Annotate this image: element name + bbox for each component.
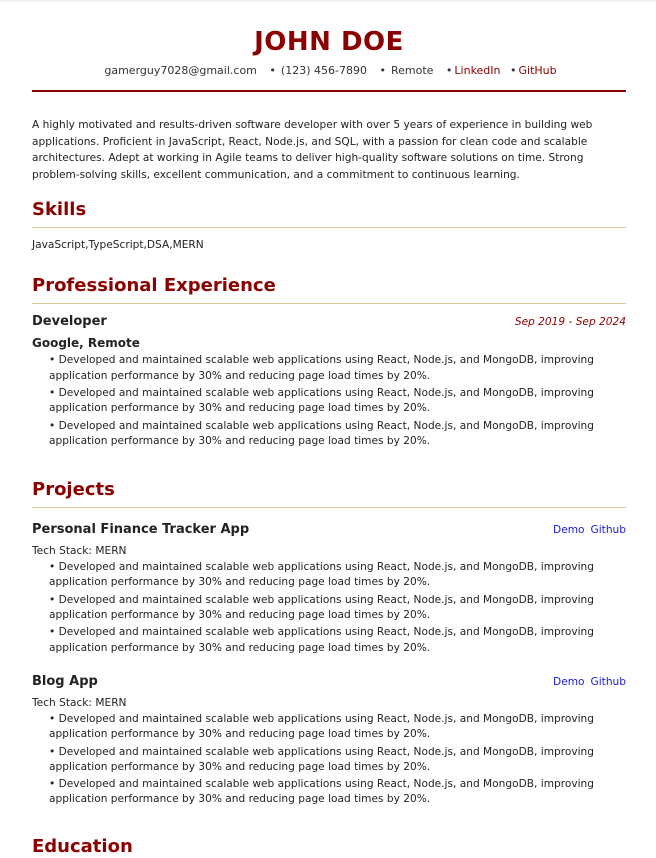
github-link[interactable]: GitHub — [518, 64, 557, 77]
job-company: Google, Remote — [32, 336, 140, 351]
project-entry — [32, 670, 626, 808]
skills-list: JavaScript,TypeScript,DSA,MERN — [32, 239, 204, 252]
list-item: • Developed and maintained scalable web applications using React, Node.js, and MongoDB, improving application performance by 30% and reducing page load times by 20%. — [49, 778, 594, 806]
list-item: • Developed and maintained scalable web applications using React, Node.js, and MongoDB, improving application performance by 30% and reducing page load times by 20%. — [49, 745, 594, 773]
resume-page — [32, 0, 626, 858]
job-dates: Sep 2019 - Sep 2024 — [514, 316, 626, 329]
skills-section — [32, 199, 626, 252]
bullet-separator: • — [510, 64, 517, 77]
tech-stack: Tech Stack: MERN — [32, 696, 127, 709]
job-bullets — [32, 353, 626, 449]
project-links — [547, 518, 626, 537]
section-divider — [32, 507, 626, 508]
project-bullets — [32, 560, 626, 656]
section-title-experience: Professional Experience — [32, 275, 276, 297]
list-item: • Developed and maintained scalable web applications using React, Node.js, and MongoDB, improving application performance by 30% and reducing page load times by 20%. — [49, 354, 594, 382]
section-divider — [32, 303, 626, 304]
list-item: • Developed and maintained scalable web applications using React, Node.js, and MongoDB, improving application performance by 30% and reducing page load times by 20%. — [49, 419, 594, 447]
project-name: Blog App — [32, 673, 98, 689]
email[interactable]: gamerguy7028@gmail.com — [104, 64, 257, 77]
summary-paragraph: A highly motivated and results-driven software developer with over 5 years of experience in building web applications. Proficient in JavaScript, React, Node.js, and SQL, with a passion for clean code and scalable architectures. Adept at working in Agile teams to deliver high-quality software solutions on time. Strong problem-solving skills, excellent communication, and a commitment to continuous learning. — [32, 119, 593, 181]
list-item: • Developed and maintained scalable web applications using React, Node.js, and MongoDB, improving application performance by 30% and reducing page load times by 20%. — [49, 386, 594, 415]
demo-link[interactable]: Demo — [553, 675, 585, 688]
project-bullets — [32, 712, 626, 808]
demo-link[interactable]: Demo — [553, 524, 585, 537]
section-divider — [32, 227, 626, 228]
list-item: • Developed and maintained scalable web applications using React, Node.js, and MongoDB, improving application performance by 30% and reducing page load times by 20%. — [49, 593, 594, 622]
list-item: • Developed and maintained scalable web applications using React, Node.js, and MongoDB, improving application performance by 30% and reducing page load times by 20%. — [49, 712, 594, 741]
project-name: Personal Finance Tracker App — [32, 522, 250, 538]
header-divider — [32, 90, 626, 92]
projects-section — [32, 479, 626, 808]
experience-section — [32, 275, 626, 449]
phone: (123) 456-7890 — [280, 64, 367, 77]
candidate-name: JOHN DOE — [254, 27, 404, 57]
github-link[interactable]: Github — [590, 524, 626, 537]
bullet-separator: • — [269, 64, 276, 77]
project-links — [547, 670, 626, 689]
tech-stack: Tech Stack: MERN — [32, 545, 127, 558]
bullet-separator: • — [379, 64, 386, 77]
experience-entry — [32, 314, 626, 449]
list-item: • Developed and maintained scalable web applications using React, Node.js, and MongoDB, improving application performance by 30% and reducing page load times by 20%. — [49, 561, 594, 589]
github-link[interactable]: Github — [590, 675, 626, 688]
list-item: • Developed and maintained scalable web applications using React, Node.js, and MongoDB, improving application performance by 30% and reducing page load times by 20%. — [49, 626, 594, 654]
job-role: Developer — [32, 314, 107, 330]
project-entry — [32, 518, 626, 656]
section-title-skills: Skills — [32, 199, 87, 221]
section-title-education: Education — [32, 835, 133, 857]
education-section — [32, 836, 626, 858]
section-title-projects: Projects — [32, 479, 115, 501]
contact-line — [32, 64, 626, 78]
linkedin-link[interactable]: LinkedIn — [454, 64, 501, 77]
location: Remote — [390, 64, 434, 77]
bullet-separator: • — [445, 64, 453, 77]
